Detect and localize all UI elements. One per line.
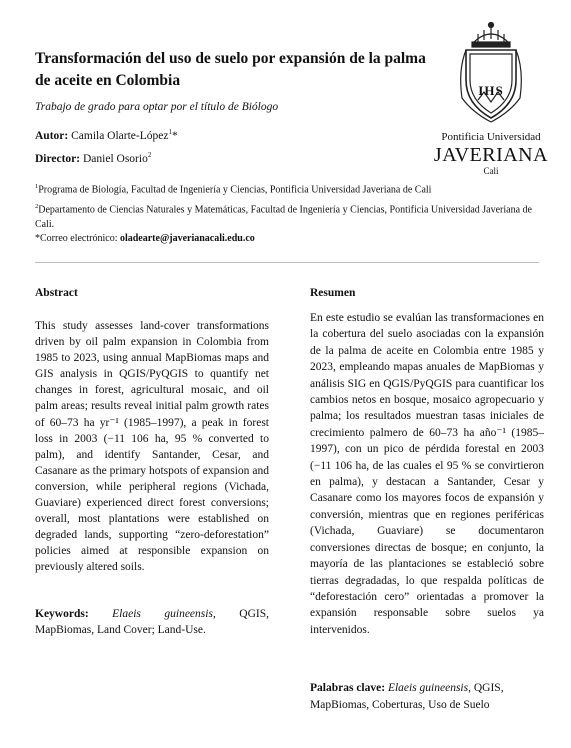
- abstract-keywords: [35, 606, 269, 638]
- affiliation-2: [35, 199, 550, 232]
- crest-icon: [452, 20, 530, 128]
- crest-monogram: IHS: [478, 83, 504, 98]
- palabras-rest: , QGIS, MapBiomas, Coberturas, Uso de Suelo: [310, 682, 504, 711]
- affiliation-2-sup: 2: [35, 203, 39, 210]
- palabras-italic: Elaeis guineensis: [387, 682, 469, 694]
- author-name: Camila Olarte-López: [71, 129, 169, 142]
- resumen-body: En este estudio se evalúan las transformaciones en la cobertura del suelo asociadas con la expansión de la palma de aceite en Colombia entre 1985 y 2023, empleando mapas anuales de MapBiomas y análisis SIG en QGIS/PyQGIS para cuantificar los cambios netos en bosque, mosaico agropecuario y palma; los resultados muestran tasas iniciales de crecimiento palmero de 60–73 ha año⁻¹ (1985–1997), con un pico de pérdida forestal en 2003 (−11 106 ha, de las cuales el 95 % se convirtieron en palma), y destacan a Santander, Cesar y Casanare como los mayores focos de expansión y conversión, mientras que en regiones periféricas (Vichada, Guaviare) se documentaron conversiones directas de bosque; en conjunto, la mayoría de las plantaciones se estableció sobre tierras degradadas, lo que respalda políticas de “deforestación cero” orientadas a promover la expansión responsable sobre suelos ya intervenidos.: [310, 312, 544, 636]
- director-name: Daniel Osorio: [83, 152, 148, 165]
- author-line: [35, 128, 178, 142]
- email-line: [35, 231, 550, 246]
- keywords-italic: Elaeis guineensis: [112, 608, 213, 620]
- abstract-heading: Abstract: [35, 287, 78, 299]
- director-line: [35, 151, 151, 165]
- email-label: *Correo electrónico:: [35, 233, 118, 244]
- keywords-label: Keywords:: [35, 608, 89, 620]
- director-sup: 2: [147, 151, 152, 159]
- paper-subtitle: Trabajo de grado para optar por el título de Biólogo: [35, 101, 279, 113]
- logo-university-text: Pontificia Universidad: [441, 131, 541, 143]
- director-label: Director:: [35, 152, 81, 165]
- affiliation-1-text: Programa de Biología, Facultad de Ingeniería y Ciencias, Pontificia Universidad Javeriana de Cali: [38, 184, 432, 196]
- abstract-body: This study assesses land-cover transformations driven by oil palm expansion in Colombia from 1985 to 2023, using annual MapBiomas maps and GIS analysis in QGIS/PyQGIS to quantify net changes in forest, agricultural mosaic, and oil palm areas; results reveal initial palm growth rates of 60–73 ha yr⁻¹ (1985–1997), a peak in forest loss in 2003 (−11 106 ha, 95 % converted to palm), and identify Santander, Cesar, and Casanare as the primary hotspots of expansion and conversion, while peripheral regions (Vichada, Guaviare) experienced direct forest conversions; overall, most plantations were established on degraded lands, supporting “zero-deforestation” policies aimed at responsible expansion on previously altered soils.: [35, 320, 269, 574]
- logo-javeriana-text: JAVERIANA: [433, 144, 549, 166]
- author-mark: *: [171, 129, 178, 142]
- author-label: Autor:: [35, 129, 69, 142]
- affiliation-1: [35, 179, 550, 197]
- email-address[interactable]: oladearte@javerianacali.edu.co: [119, 233, 255, 244]
- resumen-keywords: [310, 680, 544, 714]
- resumen-heading: Resumen: [310, 287, 356, 299]
- palabras-label: Palabras clave:: [310, 682, 386, 694]
- keywords-rest: , QGIS, MapBiomas, Land Cover; Land-Use.: [35, 608, 270, 636]
- affiliation-2-text: Departamento de Ciencias Naturales y Matemáticas, Facultad de Ingeniería y Ciencias, Pontificia Universidad Javeriana de Cali.: [35, 204, 532, 231]
- author-sup: 1: [168, 128, 172, 136]
- affiliation-1-sup: 1: [35, 183, 39, 190]
- header-divider: [35, 262, 539, 263]
- paper-title: Transformación del uso de suelo por expansión de la palma de aceite en Colombia: [35, 50, 426, 89]
- logo-city-text: Cali: [483, 166, 499, 176]
- university-logo: [428, 20, 554, 176]
